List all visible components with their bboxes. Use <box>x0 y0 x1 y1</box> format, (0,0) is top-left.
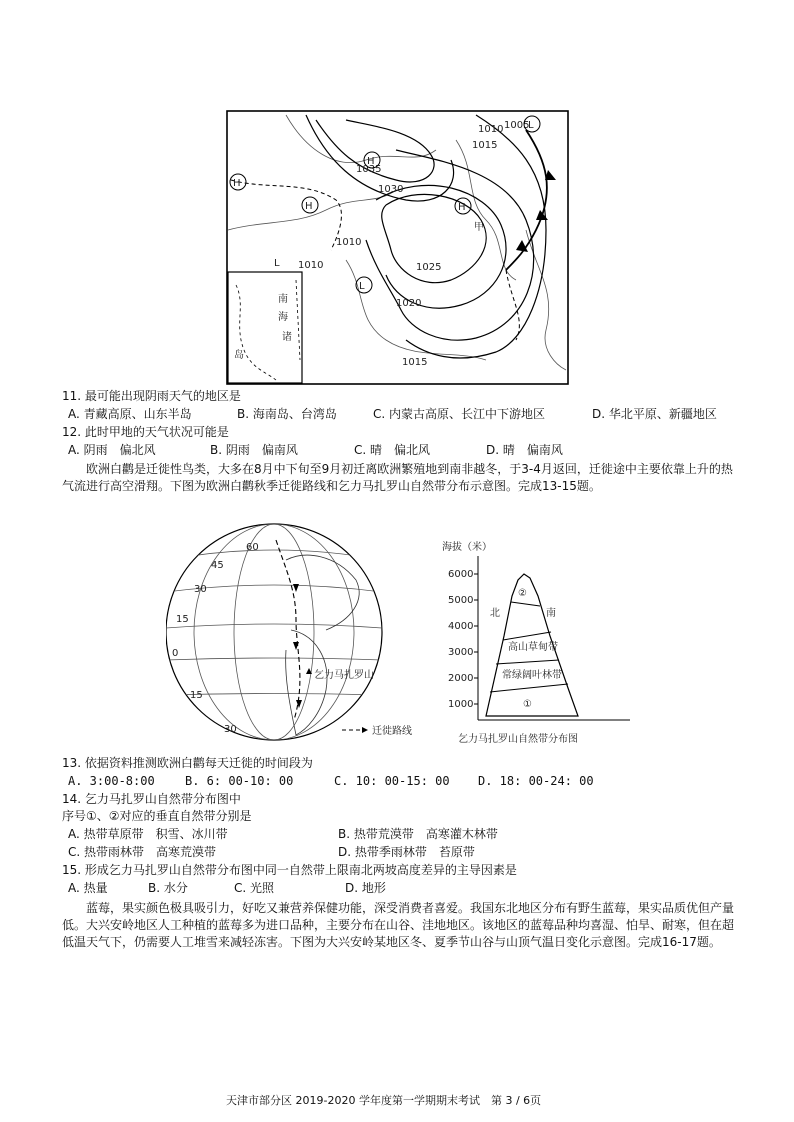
y-tick-label: 5000 <box>448 595 474 606</box>
pressure-center-label: H <box>367 156 375 167</box>
q14-stem: 序号①、②对应的垂直自然带分别是 <box>62 809 252 823</box>
pressure-center-label: H <box>458 202 466 213</box>
legend-migration-route: 迁徙路线 <box>372 726 412 737</box>
y-axis-title: 海拔（米） <box>442 542 492 553</box>
q11-option: C. 内蒙古高原、长江中下游地区 <box>373 407 546 421</box>
passage-blueberry: 蓝莓，果实颜色极具吸引力，好吃又兼营养保健功能，深受消费者喜爱。我国东北地区分布有野生蓝莓，果实品质优但产量低。大兴安岭地区人工种植的蓝莓多为进口品种，主要分布在山谷、洼地地区。该地区的蓝莓品种均喜湿、怕旱、耐寒，但在超低温天气下，仍需要人工堆雪来减轻冻害。下图为大兴安岭某地区冬、夏季节山谷与山顶气温日变化示意图。完成16-17题。 <box>62 901 735 949</box>
mountain-caption: 乞力马扎罗山自然带分布图 <box>458 734 578 745</box>
isobar-label: 1015 <box>402 357 428 368</box>
q14-option: C. 热带雨林带 高寒荒漠带 <box>68 845 217 859</box>
q12-option: B. 阴雨 偏南风 <box>210 443 298 457</box>
isobar-label: 1035 <box>356 164 382 175</box>
isobar-label: 1015 <box>472 140 498 151</box>
passage-stork: 欧洲白鹳是迁徙性鸟类，大多在8月中下旬至9月初迁离欧洲繁殖地到南非越冬，于3-4月返回，迁徙途中主要依靠上升的热气流进行高空滑翔。下图为欧洲白鹳秋季迁徙路线和乞力马扎罗山自然带分布示意图。完成13-15题。 <box>62 462 733 493</box>
y-tick-label: 4000 <box>448 621 474 632</box>
y-tick-label: 6000 <box>448 569 474 580</box>
q15-option: A. 热量 <box>68 881 108 895</box>
pressure-center-label: H <box>233 178 241 189</box>
latitude-label: 15 <box>176 614 189 625</box>
latitude-label: 0 <box>172 648 179 659</box>
q11-option: D. 华北平原、新疆地区 <box>592 407 717 421</box>
inset-label: 诸 <box>282 332 292 343</box>
q15-option: B. 水分 <box>148 881 188 895</box>
latitude-label: 45 <box>211 560 224 571</box>
q14-option: B. 热带荒漠带 高寒灌木林带 <box>338 827 498 841</box>
q12-stem: 12. 此时甲地的天气状况可能是 <box>62 425 229 439</box>
page-footer: 天津市部分区 2019-2020 学年度第一学期期末考试 第 3 / 6页 <box>226 1094 542 1107</box>
inset-label: 岛 <box>234 350 244 361</box>
q15-stem: 15. 形成乞力马扎罗山自然带分布图中同一自然带上限南北两坡高度差异的主导因素是 <box>62 863 517 877</box>
inset-label: 南 <box>278 294 288 305</box>
zone-label: 高山草甸带 <box>508 642 558 653</box>
q13-option: B. 6: 00-10: 00 <box>185 774 294 788</box>
latitude-label: 30 <box>194 584 207 595</box>
latitude-label: 30 <box>224 724 237 735</box>
q15-option: C. 光照 <box>234 881 275 895</box>
q14-stem: 14. 乞力马扎罗山自然带分布图中 <box>62 792 241 806</box>
zone-label: ② <box>518 588 527 599</box>
q11-option: A. 青藏高原、山东半岛 <box>68 407 192 421</box>
y-tick-label: 2000 <box>448 673 474 684</box>
pressure-center-label: L <box>528 120 534 131</box>
q15-option: D. 地形 <box>345 881 386 895</box>
q12-option: D. 晴 偏南风 <box>486 443 563 457</box>
latitude-label: 15 <box>190 690 203 701</box>
isobar-label: 1010 <box>336 237 362 248</box>
zone-label: 常绿阔叶林带 <box>502 670 562 681</box>
q13-option: C. 10: 00-15: 00 <box>334 774 450 788</box>
isobar-label: 1010 <box>478 124 504 135</box>
south-slope-label: 南 <box>546 608 556 619</box>
globe-migration-figure <box>166 520 436 745</box>
latitude-label: 60 <box>246 542 259 553</box>
q12-option: A. 阴雨 偏北风 <box>68 443 156 457</box>
inset-label: 海 <box>278 312 288 323</box>
point-jia-label: 甲 <box>474 222 484 233</box>
q11-stem: 11. 最可能出现阴雨天气的地区是 <box>62 389 241 403</box>
q12-option: C. 晴 偏北风 <box>354 443 431 457</box>
isobar-label: 1025 <box>416 262 442 273</box>
q13-stem: 13. 依据资料推测欧洲白鹳每天迁徙的时间段为 <box>62 756 313 770</box>
pressure-center-label: H <box>305 201 313 212</box>
isobar-label: 1005 <box>504 120 530 131</box>
y-tick-label: 1000 <box>448 699 474 710</box>
pressure-center-label: L <box>274 258 280 269</box>
pressure-center-label: L <box>359 281 365 292</box>
q14-option: A. 热带草原带 积雪、冰川带 <box>68 827 228 841</box>
mountain-marker-label: 乞力马扎罗山 <box>314 670 374 681</box>
q14-option: D. 热带季雨林带 苔原带 <box>338 845 475 859</box>
mountain-zone-figure <box>438 536 636 748</box>
isobar-label: 1020 <box>396 298 422 309</box>
q11-option: B. 海南岛、台湾岛 <box>237 407 337 421</box>
north-slope-label: 北 <box>490 608 500 619</box>
q13-option: D. 18: 00-24: 00 <box>478 774 594 788</box>
y-tick-label: 3000 <box>448 647 474 658</box>
isobar-label: 1030 <box>378 184 404 195</box>
q13-option: A. 3:00-8:00 <box>68 774 155 788</box>
zone-label: ① <box>523 699 532 710</box>
weather-map-figure <box>226 110 569 385</box>
isobar-label: 1010 <box>298 260 324 271</box>
